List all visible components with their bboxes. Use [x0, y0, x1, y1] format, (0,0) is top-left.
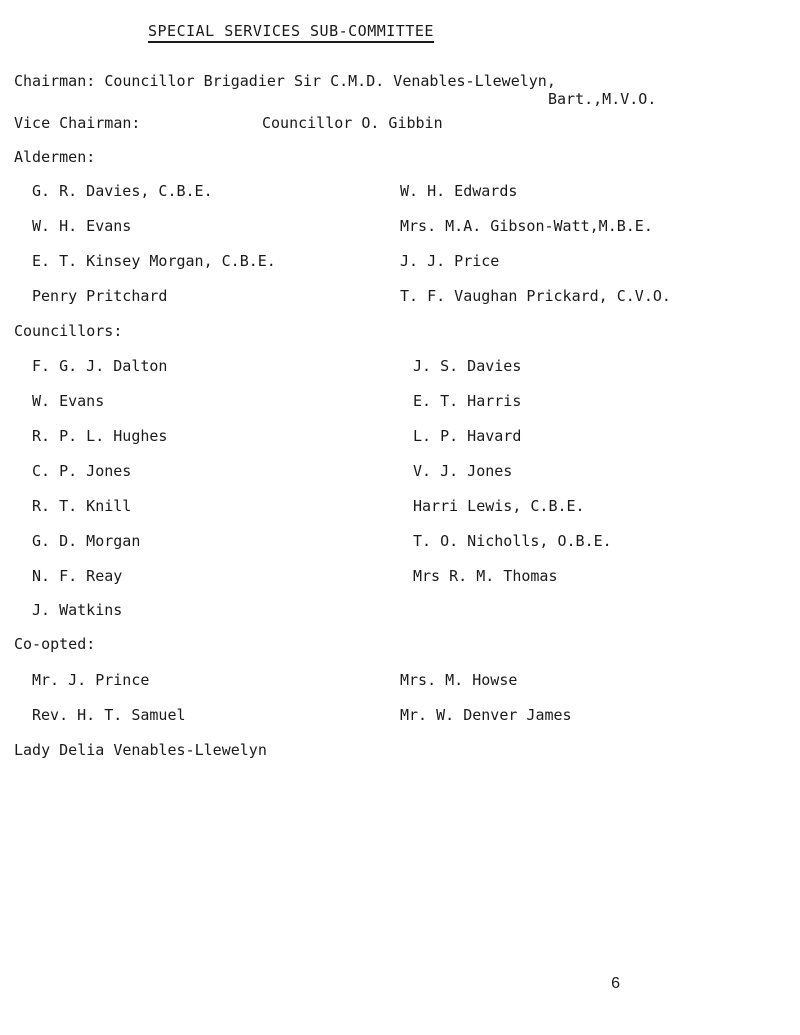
co-opted-name: Lady Delia Venables-Llewelyn [14, 741, 267, 759]
councillor-name: J. Watkins [32, 601, 123, 619]
chairman-name: Councillor Brigadier Sir C.M.D. Venables-Llewelyn, [104, 72, 556, 90]
councillor-name: G. D. Morgan [32, 532, 141, 550]
councillor-name: C. P. Jones [32, 462, 132, 480]
page-title: SPECIAL SERVICES SUB-COMMITTEE [148, 22, 434, 43]
page-number: 6 [611, 975, 620, 992]
councillor-name: Mrs R. M. Thomas [413, 567, 558, 585]
councillor-name: R. T. Knill [32, 497, 132, 515]
chairman-label: Chairman: [14, 72, 96, 90]
chairman-line [14, 72, 556, 90]
councillor-name: T. O. Nicholls, O.B.E. [413, 532, 612, 550]
councillor-name: F. G. J. Dalton [32, 357, 168, 375]
co-opted-name: Mr. J. Prince [32, 671, 150, 689]
councillor-name: L. P. Havard [413, 427, 522, 445]
chairman-honours: Bart.,M.V.O. [548, 90, 657, 108]
vice-chairman-label: Vice Chairman: [14, 114, 141, 132]
alderman-name: W. H. Evans [32, 217, 132, 235]
alderman-name: W. H. Edwards [400, 182, 518, 200]
councillors-label: Councillors: [14, 322, 123, 340]
alderman-name: T. F. Vaughan Prickard, C.V.O. [400, 287, 671, 305]
vice-chairman-name: Councillor O. Gibbin [262, 114, 443, 132]
councillor-name: Harri Lewis, C.B.E. [413, 497, 585, 515]
councillor-name: R. P. L. Hughes [32, 427, 168, 445]
councillor-name: E. T. Harris [413, 392, 522, 410]
councillor-name: N. F. Reay [32, 567, 123, 585]
councillor-name: J. S. Davies [413, 357, 522, 375]
alderman-name: E. T. Kinsey Morgan, C.B.E. [32, 252, 276, 270]
councillor-name: V. J. Jones [413, 462, 513, 480]
alderman-name: J. J. Price [400, 252, 500, 270]
co-opted-name: Mrs. M. Howse [400, 671, 518, 689]
alderman-name: Mrs. M.A. Gibson-Watt,M.B.E. [400, 217, 653, 235]
co-opted-name: Rev. H. T. Samuel [32, 706, 186, 724]
alderman-name: G. R. Davies, C.B.E. [32, 182, 213, 200]
councillor-name: W. Evans [32, 392, 105, 410]
co-opted-label: Co-opted: [14, 635, 96, 653]
alderman-name: Penry Pritchard [32, 287, 168, 305]
aldermen-label: Aldermen: [14, 148, 96, 166]
co-opted-name: Mr. W. Denver James [400, 706, 572, 724]
